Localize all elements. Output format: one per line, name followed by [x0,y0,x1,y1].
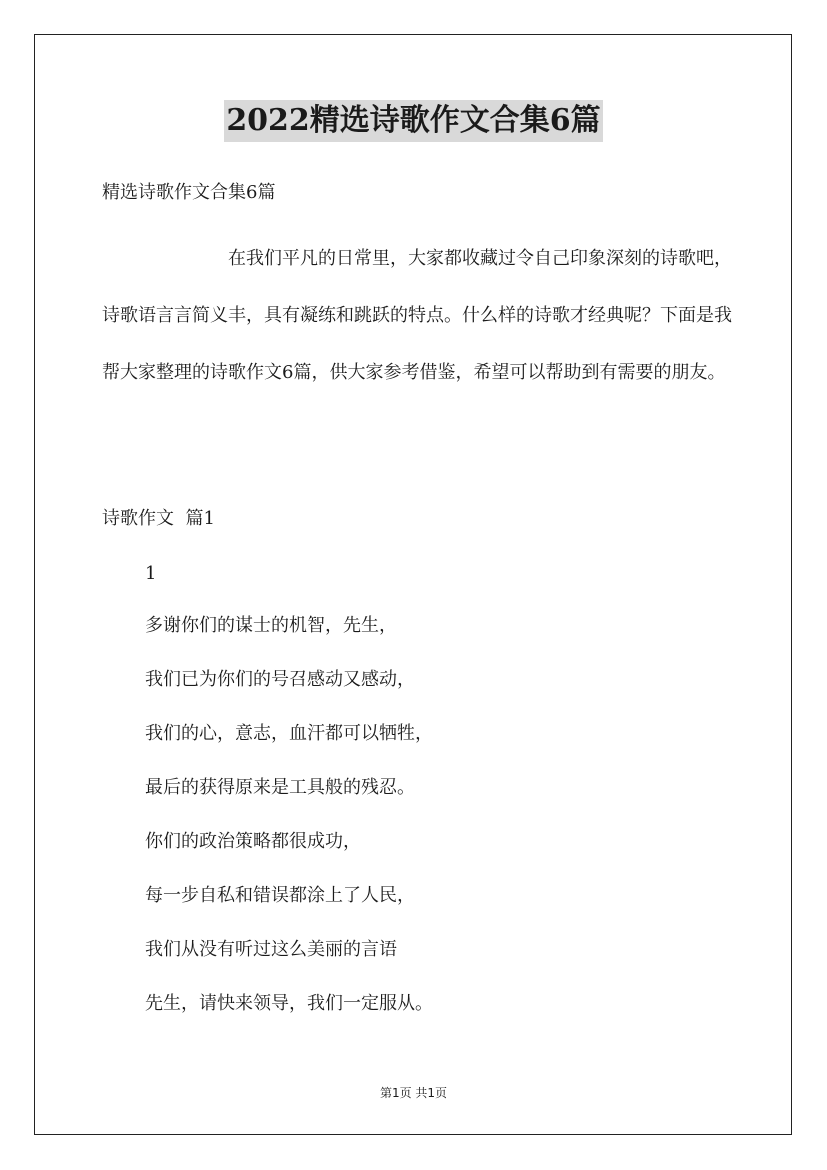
intro-paragraph: 在我们平凡的日常里，大家都收藏过令自己印象深刻的诗歌吧，诗歌语言言简义丰，具有凝练和跳跃的特点。什么样的诗歌才经典呢？下面是我帮大家整理的诗歌作文6篇，供大家参考借鉴，希望可以帮助到有需要的朋友。 [102,248,732,383]
poem-line: 每一步自私和错误都涂上了人民， [145,885,415,906]
poem-line: 我们已为你们的号召感动又感动， [145,669,415,690]
poem-line: 我们从没有听过这么美丽的言语 [145,939,397,960]
poem [145,613,433,1045]
poem-line: 先生，请快来领导，我们一定服从。 [145,993,433,1014]
document-title [0,100,827,142]
poem-line: 我们的心，意志，血汗都可以牺牲， [145,723,433,744]
document-title-text: 2022精选诗歌作文合集6篇 [224,100,602,142]
poem-line: 你们的政治策略都很成功， [145,831,361,852]
document-subtitle: 精选诗歌作文合集6篇 [102,182,276,203]
section-heading: 诗歌作文 篇1 [102,508,215,529]
poem-line: 最后的获得原来是工具般的残忍。 [145,777,415,798]
poem-number: 1 [145,563,157,584]
poem-line: 多谢你们的谋士的机智，先生， [145,615,397,636]
page-footer: 第1页 共1页 [379,1086,448,1100]
